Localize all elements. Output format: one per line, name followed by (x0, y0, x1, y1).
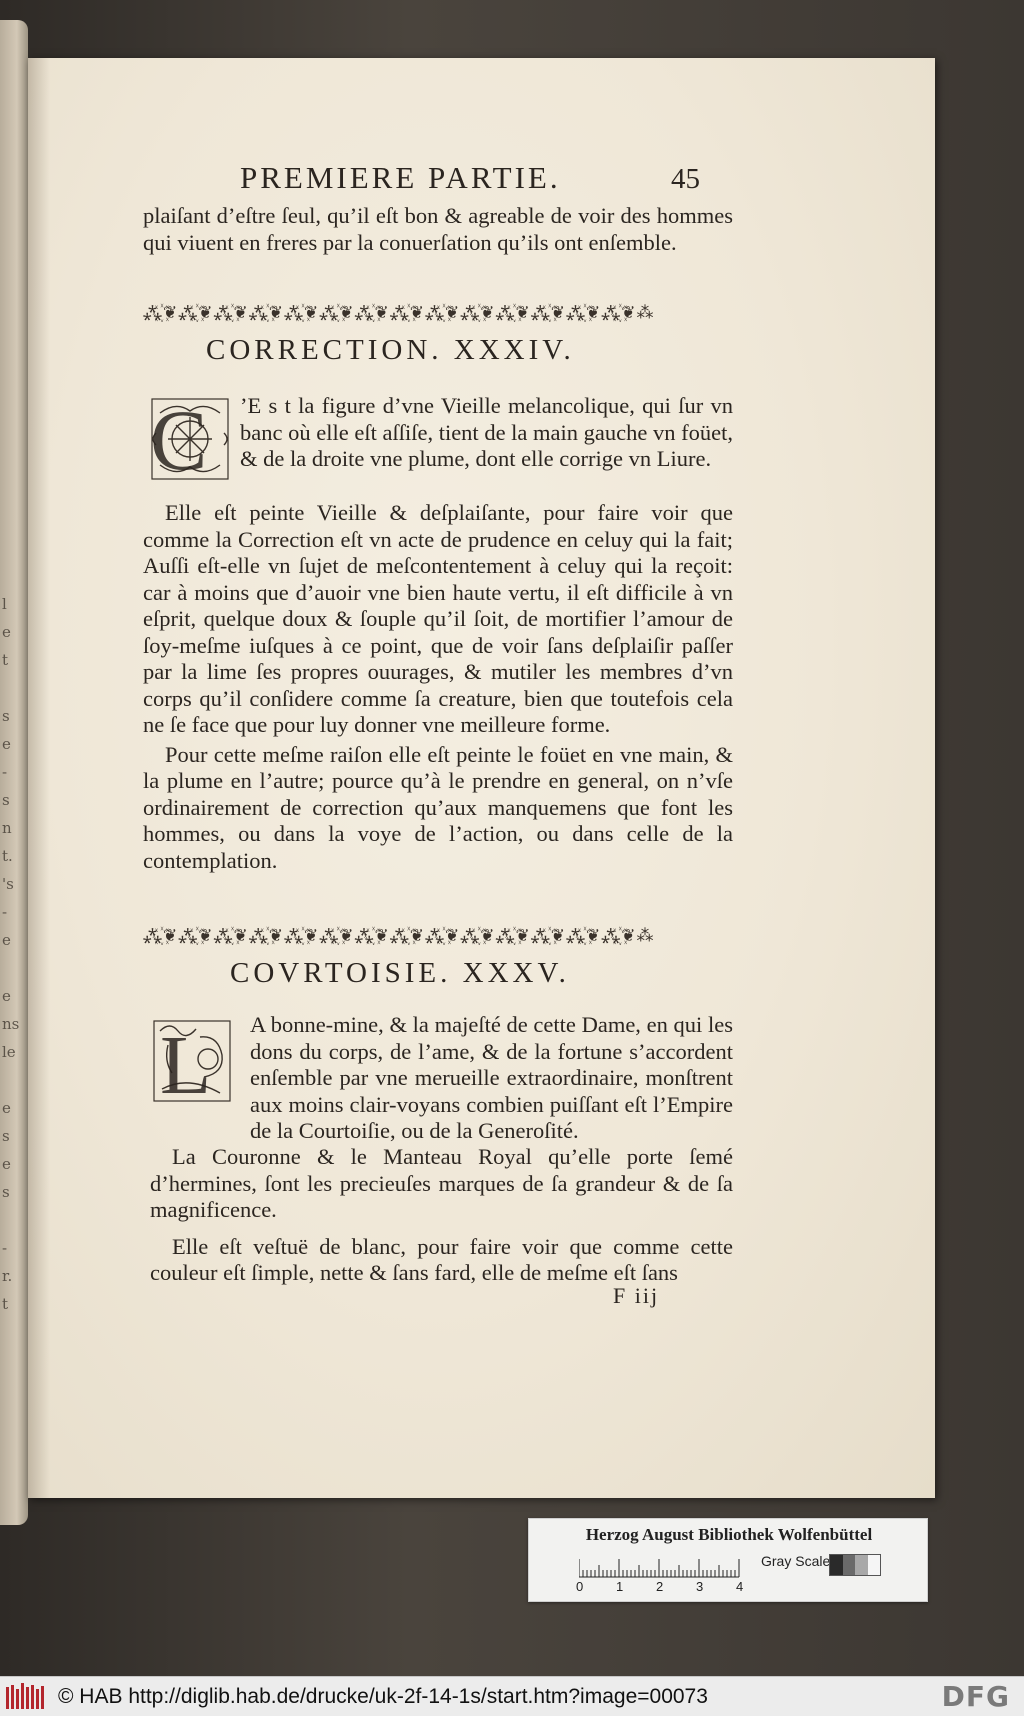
intro-text-block (143, 203, 733, 256)
page-number: 45 (671, 163, 700, 195)
hab-logo-icon (4, 1681, 50, 1713)
section-heading-courtoisie: COVRTOISIE. XXXV. (230, 957, 570, 989)
ruler-number-1: 1 (616, 1579, 624, 1594)
ruler-number-4: 4 (736, 1579, 744, 1594)
drop-cap-c-letter: C (150, 393, 208, 485)
running-title: PREMIERE PARTIE. (240, 160, 561, 195)
gray-scale-label: Gray Scale (761, 1553, 831, 1569)
section1-first-paragraph-block (240, 393, 733, 473)
previous-page-edge (0, 20, 28, 1525)
ornament-band-1: ⁂꙰❦⁂꙰❦⁂꙰❦⁂꙰❦⁂꙰❦⁂꙰❦⁂꙰❦⁂꙰❦⁂꙰❦⁂꙰❦⁂꙰❦⁂꙰❦⁂꙰❦⁂꙰❦⁂ (143, 303, 655, 322)
previous-page-margin-text: l e t s e - s n t. 's - e e ns le e s e s - r. t (2, 595, 20, 1313)
section1-paragraph-3: Pour cette meſme raiſon elle eſt peinte le foüet en vne main, & la plume en l’autre; pource qu’à le prendre en general, on n’vſe ordinairement de correction qu’aux manquemens que font les hommes, ou dans la voye de l’action, ou dans celle de la contemplation. (143, 741, 733, 873)
section2-first-paragraph: A bonne-mine, & la majeſté de cette Dame, en qui les dons du corps, de l’ame, & de la fortune s’accordent enſemble par vne merueille extraordinaire, monſtrent aux moins clair-voyans combien puiſſant eſt l’Empire de la Courtoiſie, ou de la Generoſité. (250, 1012, 733, 1143)
section2-paragraph-2: La Couronne & le Manteau Royal qu’elle porte ſemé d’hermines, ſont les precieuſes marques de ſa grandeur & de ſa magnificence. (150, 1144, 733, 1222)
drop-cap-l-letter: L (160, 1019, 212, 1107)
ornament-band-2: ⁂꙰❦⁂꙰❦⁂꙰❦⁂꙰❦⁂꙰❦⁂꙰❦⁂꙰❦⁂꙰❦⁂꙰❦⁂꙰❦⁂꙰❦⁂꙰❦⁂꙰❦⁂꙰❦⁂ (143, 926, 655, 945)
ruler-scale (579, 1552, 754, 1578)
section2-first-paragraph-block (250, 1012, 733, 1145)
section1-first-paragraph: ’E s t la figure d’vne Vieille melancolique, qui ſur vn banc où elle eſt aſſiſe, tient de la main gauche vn foüet, & de la droite vne plume, dont elle corrige vn Liure. (240, 393, 733, 471)
library-name: Herzog August Bibliothek Wolfenbüttel (585, 1525, 873, 1544)
intro-paragraph: plaiſant d’eſtre ſeul, qu’il eſt bon & agreable de voir des hommes qui viuent en freres par la conuerſation qu’ils ont enſemble. (143, 203, 733, 255)
section1-body (143, 500, 733, 874)
section1-paragraph-2: Elle eſt peinte Vieille & deſplaiſante, pour faire voir que comme la Correction eſt vn acte de prudence en celuy qui la fait; Auſſi eſt-elle vn ſujet de meſcontentement à celuy qui la reçoit: car à moins que d’auoir vne bien haute vertu, il eſt difficile à vn eſprit, quelque doux & ſouple qu’il ſoit, de mortifier l’amour de ſoy-meſme iuſques à ce point, que de voir ſans deſplaiſir paſſer par la lime ſes propres ouurages, & mutiler les membres d’vn corps qu’il conſidere comme ſa creature, bien que toutefois cela ne ſe face que pour luy donner vne meilleure forme. (143, 500, 733, 737)
library-color-card (528, 1518, 928, 1602)
ruler-number-2: 2 (656, 1579, 664, 1594)
section2-body (150, 1144, 733, 1287)
running-head (240, 160, 700, 196)
signature-mark: F iij (613, 1283, 660, 1308)
ruler-number-3: 3 (696, 1579, 704, 1594)
footer-bar (0, 1676, 1024, 1716)
copyright-url[interactable]: © HAB http://diglib.hab.de/drucke/uk-2f-14-1s/start.htm?image=00073 (58, 1684, 708, 1708)
drop-cap-l-ornament (148, 1015, 236, 1107)
ruler-number-0: 0 (576, 1579, 584, 1594)
section-heading-correction: CORRECTION. XXXIV. (206, 334, 575, 366)
dfg-logo: DFG (941, 1680, 1010, 1713)
gray-scale-swatch (829, 1554, 881, 1576)
section2-paragraph-3: Elle eſt veſtuë de blanc, pour faire voir que comme cette couleur eſt ſimple, nette & ſans fard, elle de meſme eſt ſans (150, 1233, 733, 1285)
ruler-numbers (576, 1579, 769, 1597)
drop-cap-c-ornament (146, 393, 234, 485)
